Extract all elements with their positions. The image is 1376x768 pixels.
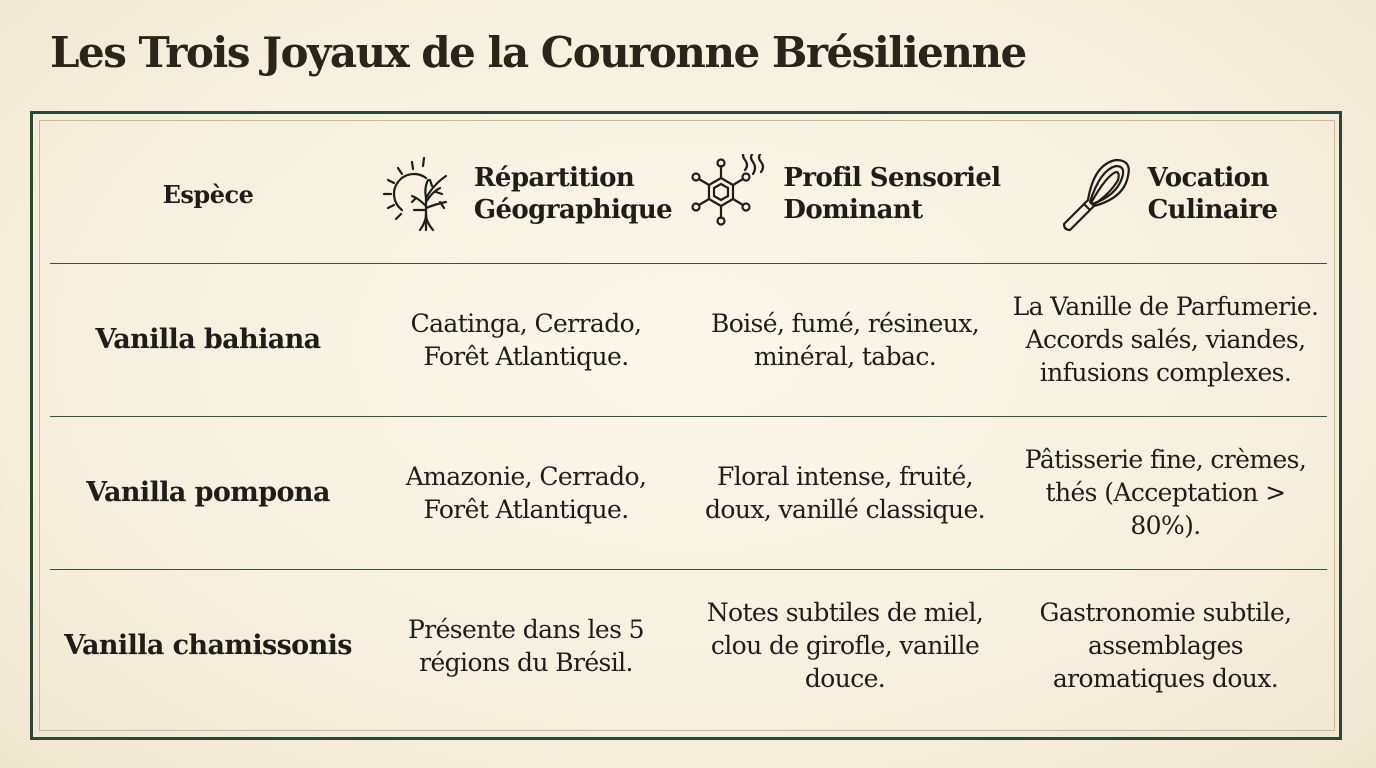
culinary-cell (1004, 569, 1327, 722)
species-cell (50, 263, 366, 416)
header-cell-culinary (1004, 125, 1327, 263)
sensory-cell (686, 569, 1004, 722)
culinary-cell (1004, 416, 1327, 569)
page-title: Les Trois Joyaux de la Couronne Brésilienne (50, 28, 1026, 77)
sun-tree-icon (380, 154, 460, 234)
culinary-text: La Vanille de Parfumerie. Accords salés, viandes, infusions complexes. (1012, 292, 1319, 387)
sensory-column-header (686, 154, 1004, 234)
whisk-icon (1054, 154, 1134, 234)
distribution-cell (366, 416, 686, 569)
table-header-row (50, 125, 1327, 263)
culinary-header-label: Vocation Culinaire (1147, 163, 1278, 225)
distribution-column-header (366, 154, 686, 234)
table-row (50, 416, 1327, 569)
distribution-text: Caatinga, Cerrado, Forêt Atlantique. (410, 308, 642, 371)
culinary-cell (1004, 263, 1327, 416)
species-name: Vanilla pompona (86, 477, 330, 508)
table-row (50, 569, 1327, 722)
distribution-text: Présente dans les 5 régions du Brésil. (408, 614, 644, 677)
sensory-text: Boisé, fumé, résineux, minéral, tabac. (710, 308, 980, 371)
sensory-text: Floral intense, fruité, doux, vanillé classique. (704, 461, 985, 524)
header-cell-sensory (686, 125, 1004, 263)
sensory-text: Notes subtiles de miel, clou de girofle, vanille douce. (706, 598, 984, 693)
species-name: Vanilla chamissonis (64, 630, 352, 661)
culinary-text: Pâtisserie fine, crèmes, thés (Acceptation > 80%). (1024, 445, 1307, 540)
species-table (50, 125, 1327, 722)
distribution-cell (366, 263, 686, 416)
sensory-header-label: Profil Sensoriel Dominant (783, 163, 1001, 225)
sensory-cell (686, 263, 1004, 416)
sensory-cell (686, 416, 1004, 569)
species-cell (50, 416, 366, 569)
distribution-header-label: Répartition Géographique (473, 163, 673, 225)
table-row (50, 263, 1327, 416)
distribution-text: Amazonie, Cerrado, Forêt Atlantique. (405, 461, 647, 524)
header-cell-species (50, 125, 366, 263)
species-cell (50, 569, 366, 722)
header-cell-distribution (366, 125, 686, 263)
molecule-aroma-icon (689, 154, 769, 234)
species-column-header: Espèce (162, 179, 254, 209)
species-name: Vanilla bahiana (95, 324, 321, 355)
distribution-cell (366, 569, 686, 722)
culinary-text: Gastronomie subtile, assemblages aromatiques doux. (1039, 598, 1292, 693)
culinary-column-header (1004, 154, 1327, 234)
